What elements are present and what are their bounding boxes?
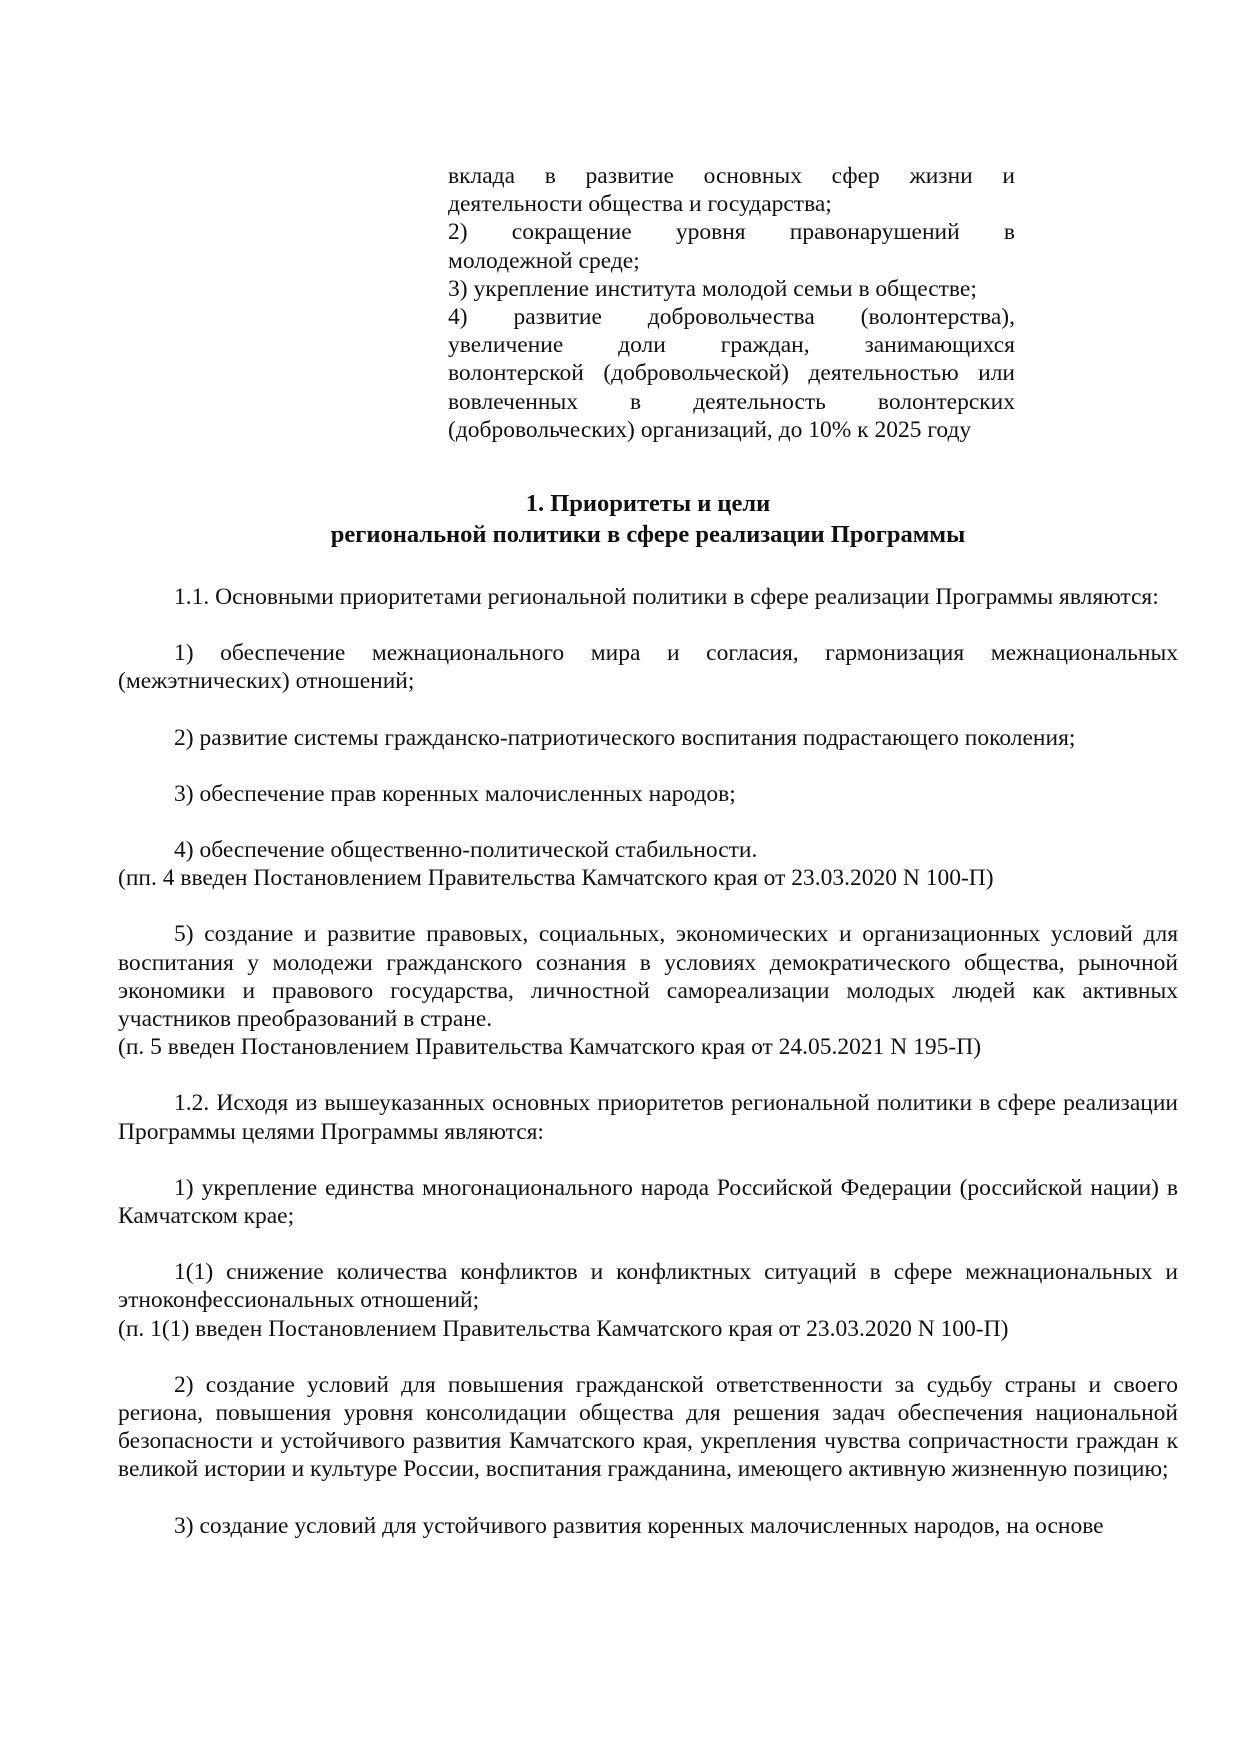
priority-item-1: 1) обеспечение межнационального мира и согласия, гармонизация межнациональных (межэтнических) отношений;	[118, 640, 1178, 695]
text-line: (добровольческих) организаций, до 10% к 2025 году	[448, 416, 972, 443]
text-line: увеличение доли граждан, занимающихся	[448, 332, 1015, 359]
text-line: вовлеченных в деятельность волонтерских	[448, 388, 1015, 415]
text-line: 3) укрепление института молодой семьи в обществе;	[448, 275, 977, 302]
priority-item-2: 2) развитие системы гражданско-патриотического воспитания подрастающего поколения;	[174, 724, 1076, 751]
priority-item-5: 5) создание и развитие правовых, социальных, экономических и организационных условий для воспитания у молодежи гражданского сознания в условиях демократического общества, рыночной экономики и правового государства, личностной самореализации молодых людей как активных участников преобразований в стране.	[118, 921, 1178, 1033]
text-line: молодежной среде;	[448, 247, 640, 274]
paragraph-1-2: 1.2. Исходя из вышеуказанных основных приоритетов региональной политики в сфере реализации Программы целями Программы являются:	[118, 1090, 1178, 1145]
section-heading	[118, 488, 1178, 550]
continued-goals-list	[448, 162, 1015, 444]
goal-item-2: 2) создание условий для повышения гражданской ответственности за судьбу страны и своего региона, повышения уровня консолидации общества для решения задач обеспечения национальной безопасности и устойчивого развития Камчатского края, укрепления чувства сопричастности граждан к великой истории и культуре России, воспитания гражданина, имеющего активную жизненную позицию;	[118, 1371, 1178, 1483]
priority-item-4: 4) обеспечение общественно-политической стабильности.	[174, 837, 758, 864]
text-line: 4) развитие добровольчества (волонтерства),	[448, 304, 1015, 331]
heading-line-1: 1. Приоритеты и цели	[525, 490, 771, 517]
section-body	[118, 583, 1178, 1540]
text-line: деятельности общества и государства;	[448, 191, 832, 218]
priority-item-3: 3) обеспечение прав коренных малочисленных народов;	[174, 780, 736, 807]
amendment-note: (пп. 4 введен Постановлением Правительства Камчатского края от 23.03.2020 N 100-П)	[118, 865, 994, 892]
goal-item-3: 3) создание условий для устойчивого развития коренных малочисленных народов, на основе	[174, 1512, 1104, 1539]
heading-line-2: региональной политики в сфере реализации Программы	[330, 521, 966, 548]
amendment-note: (п. 5 введен Постановлением Правительства Камчатского края от 24.05.2021 N 195-П)	[118, 1034, 982, 1061]
goal-item-1-1: 1(1) снижение количества конфликтов и конфликтных ситуаций в сфере межнациональных и этноконфессиональных отношений;	[118, 1259, 1178, 1314]
text-line: волонтерской (добровольческой) деятельностью или	[448, 360, 1015, 387]
goal-item-1: 1) укрепление единства многонационального народа Российской Федерации (российской нации) в Камчатском крае;	[118, 1174, 1178, 1230]
paragraph-1-1: 1.1. Основными приоритетами региональной политики в сфере реализации Программы являются:	[174, 584, 1159, 610]
text-line: вклада в развитие основных сфер жизни и	[448, 163, 1015, 189]
amendment-note: (п. 1(1) введен Постановлением Правительства Камчатского края от 23.03.2020 N 100-П)	[118, 1315, 1009, 1342]
text-line: 2) сокращение уровня правонарушений в	[448, 219, 1015, 246]
